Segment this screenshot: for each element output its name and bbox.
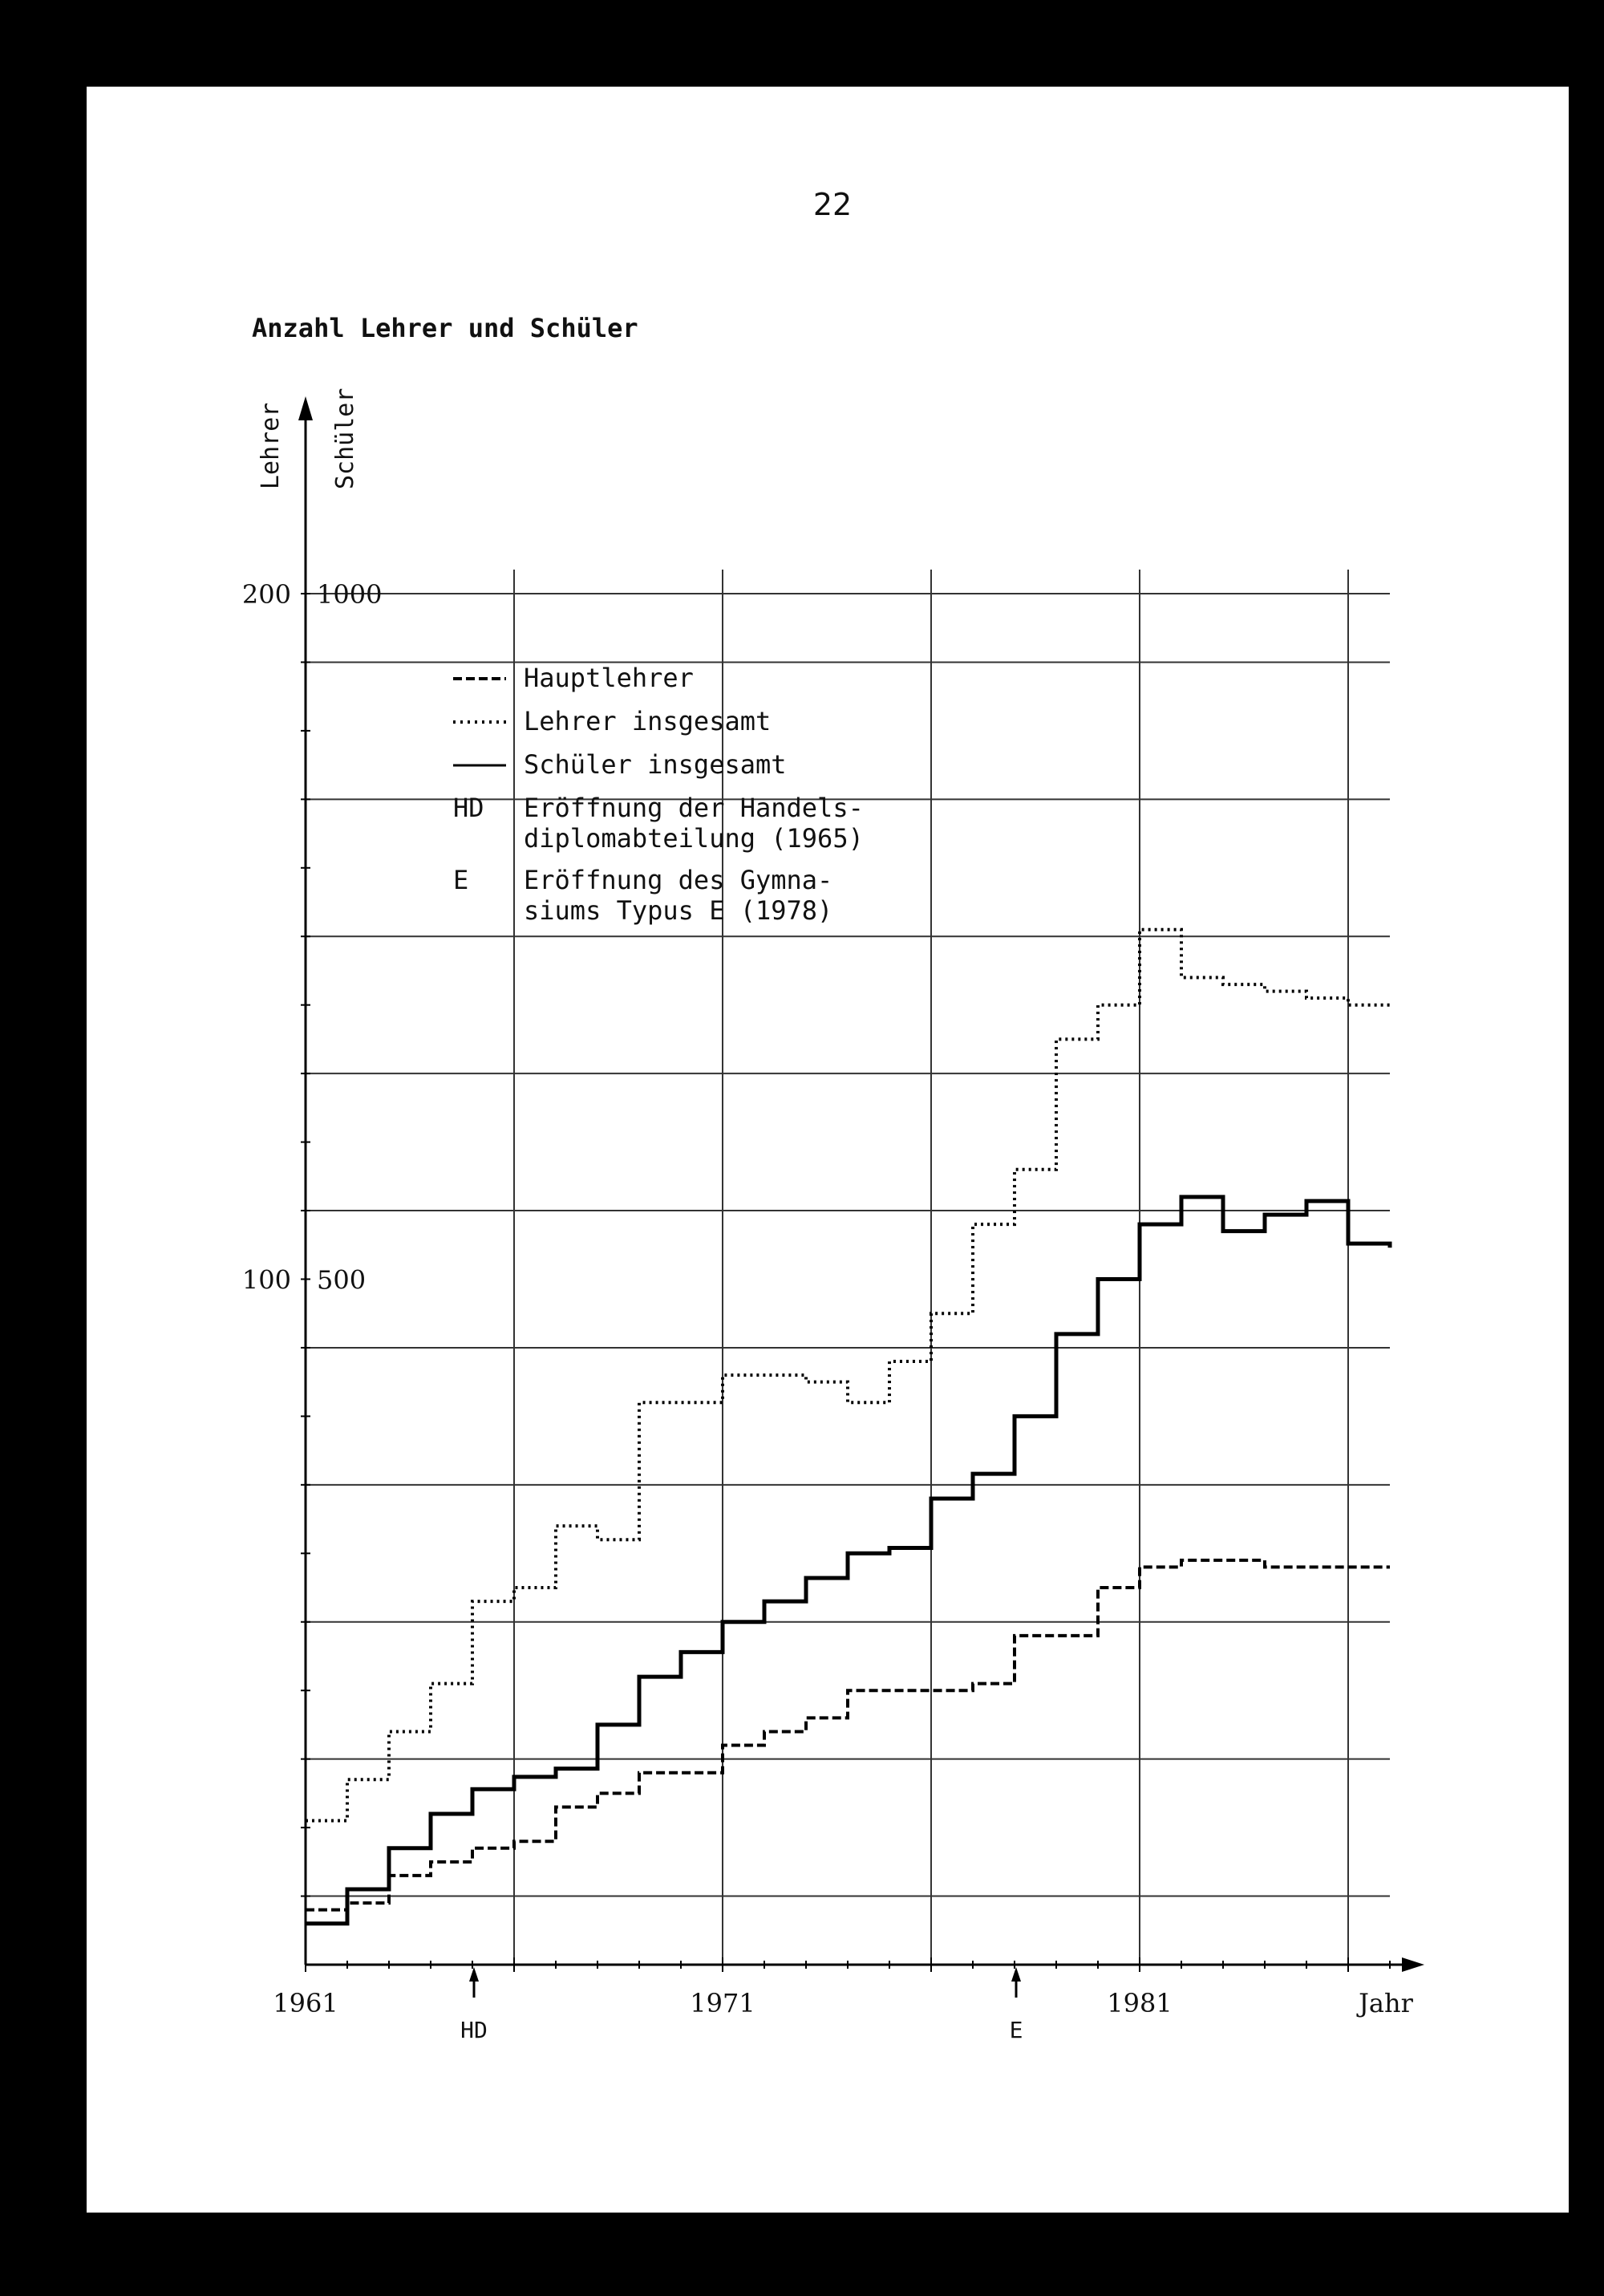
event-label: HD [460,2017,488,2043]
chart-title: Anzahl Lehrer und Schüler [252,313,638,343]
legend-item-description: Eröffnung des Gymna- [524,865,833,895]
data-series [306,930,1390,1924]
y-tick-label-lehrer: 100 [241,1264,291,1296]
x-axis-arrow-icon [1402,1957,1424,1972]
page-number: 22 [812,187,853,222]
gridlines [306,570,1390,1965]
y-axis-right-label: Schüler [331,387,359,489]
y-tick-label-schueler: 500 [317,1264,367,1296]
y-axis-left-label: Lehrer [257,402,285,489]
legend-item-label: Hauptlehrer [524,663,694,693]
x-axis-label: Jahr [1359,1988,1413,2018]
series-lehrer-insgesamt [306,930,1390,1821]
legend-item-description: siums Typus E (1978) [524,895,833,926]
legend-item-description: Eröffnung der Handels- [524,793,864,823]
legend-item-description: diplomabteilung (1965) [524,823,864,854]
legend-item-label: Schüler insgesamt [524,749,787,780]
event-arrowhead-icon [469,1967,479,1982]
y-tick-label-schueler: 1000 [317,579,383,610]
y-tick-label-lehrer: 200 [241,579,291,610]
y-axis-ticks [242,579,383,1896]
series-hauptlehrer [306,1560,1390,1910]
legend-item-symbol: E [453,865,469,895]
axes [257,388,1424,1972]
event-label: E [1009,2017,1023,2043]
x-tick-label: 1981 [1107,1988,1173,2018]
x-tick-label: 1961 [273,1988,338,2018]
x-axis-ticks [273,1957,1413,2018]
legend-item-label: Lehrer insgesamt [524,706,772,736]
x-tick-label: 1971 [690,1988,755,2018]
y-axis-arrow-icon [298,396,313,420]
event-arrowhead-icon [1011,1967,1021,1982]
legend-item-symbol: HD [453,793,484,823]
